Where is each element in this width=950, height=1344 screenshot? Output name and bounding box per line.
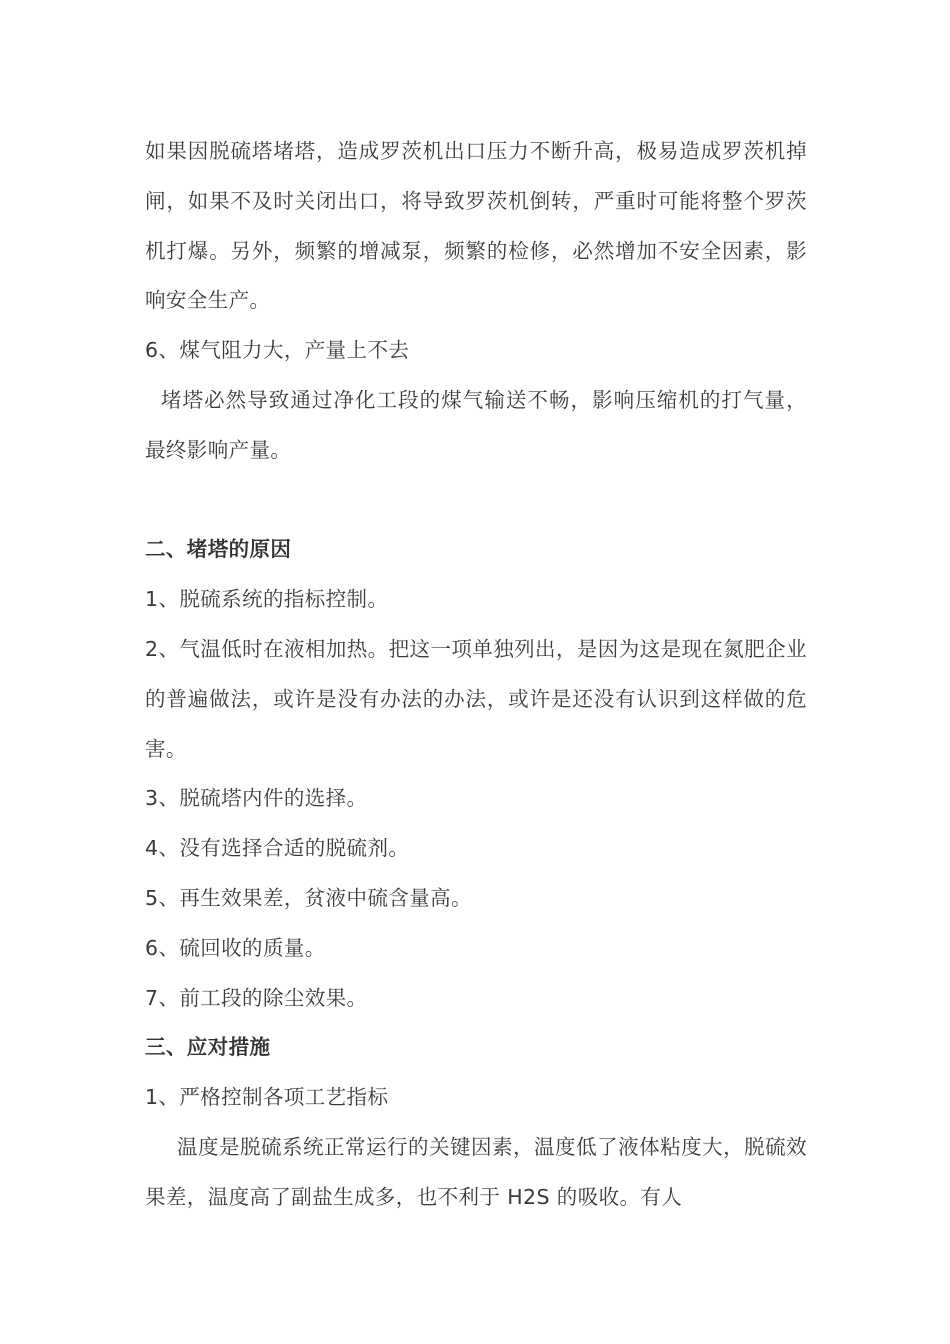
list-item-cause-7: 7、前工段的除尘效果。 (145, 985, 368, 1010)
list-item-cause-2: 2、气温低时在液相加热。把这一项单独列出，是因为这是现在氮肥企业的普遍做法，或许是没有办法的办法，或许是还没有认识到这样做的危害。 (145, 636, 807, 761)
section-heading-measures: 三、应对措施 (145, 1035, 271, 1060)
list-item-cause-4: 4、没有选择合适的脱硫剂。 (145, 836, 410, 861)
paragraph-consequence-safety: 如果因脱硫塔堵塔，造成罗茨机出口压力不断升高，极易造成罗茨机掉闸，如果不及时关闭出口，将导致罗茨机倒转，严重时可能将整个罗茨机打爆。另外，频繁的增减泵，频繁的检修，必然增加不安全因素，影响安全生产。 (145, 139, 807, 313)
section-heading-causes: 二、堵塔的原因 (145, 537, 292, 562)
paragraph-gas-resistance: 堵塔必然导致通过净化工段的煤气输送不畅，影响压缩机的打气量，最终影响产量。 (145, 387, 807, 462)
subheading-gas-resistance: 6、煤气阻力大，产量上不去 (145, 338, 410, 363)
list-item-cause-1: 1、脱硫系统的指标控制。 (145, 587, 389, 612)
subheading-measure-1: 1、严格控制各项工艺指标 (145, 1085, 389, 1110)
blank-line (145, 476, 807, 526)
list-item-cause-5: 5、再生效果差，贫液中硫含量高。 (145, 885, 472, 910)
list-item-cause-3: 3、脱硫塔内件的选择。 (145, 786, 368, 811)
paragraph-measure-1: 温度是脱硫系统正常运行的关键因素，温度低了液体粘度大，脱硫效果差，温度高了副盐生成多，也不利于 H2S 的吸收。有人 (145, 1134, 807, 1209)
document-body (145, 127, 807, 1223)
list-item-cause-6: 6、硫回收的质量。 (145, 935, 326, 960)
